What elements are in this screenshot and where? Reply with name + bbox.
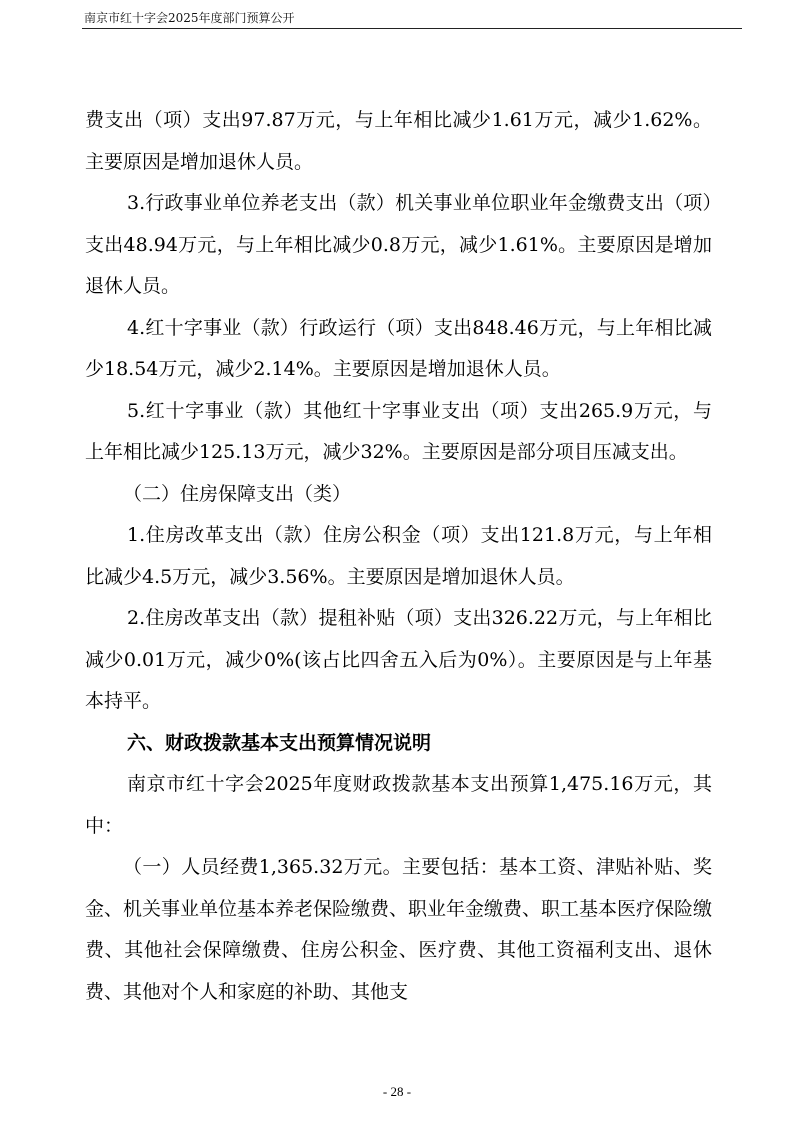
paragraph: 南京市红十字会2025年度财政拨款基本支出预算1,475.16万元，其中： (85, 773, 712, 837)
paragraph: 5.红十字事业（款）其他红十字事业支出（项）支出265.9万元，与上年相比减少125.13万元，减少32%。主要原因是部分项目压减支出。 (85, 399, 712, 463)
running-header: 南京市红十字会2025年度部门预算公开 (84, 11, 295, 25)
paragraph: 2.住房改革支出（款）提租补贴（项）支出326.22万元，与上年相比减少0.01万元，减少0%(该占比四舍五入后为0%）。主要原因是与上年基本持平。 (85, 607, 712, 712)
document-body (85, 100, 712, 1013)
paragraph: 费支出（项）支出97.87万元，与上年相比减少1.61万元，减少1.62%。主要原因是增加退休人员。 (85, 109, 712, 173)
paragraph: 1.住房改革支出（款）住房公积金（项）支出121.8万元，与上年相比减少4.5万元，减少3.56%。主要原因是增加退休人员。 (85, 524, 712, 588)
paragraph: （一）人员经费1,365.32万元。主要包括：基本工资、津贴补贴、奖金、机关事业单位基本养老保险缴费、职业年金缴费、职工基本医疗保险缴费、其他社会保障缴费、住房公积金、医疗费、其他工资福利支出、退休费、其他对个人和家庭的补助、其他支 (85, 856, 713, 1003)
page-number: - 28 - (382, 1084, 412, 1099)
header-rule (82, 28, 742, 29)
section-heading: 六、财政拨款基本支出预算情况说明 (127, 731, 432, 754)
paragraph: 3.行政事业单位养老支出（款）机关事业单位职业年金缴费支出（项）支出48.94万元，与上年相比减少0.8万元，减少1.61%。主要原因是增加退休人员。 (85, 192, 712, 297)
subsection-heading: （二）住房保障支出（类） (123, 482, 352, 505)
paragraph: 4.红十字事业（款）行政运行（项）支出848.46万元，与上年相比减少18.54万元，减少2.14%。主要原因是增加退休人员。 (85, 316, 712, 380)
